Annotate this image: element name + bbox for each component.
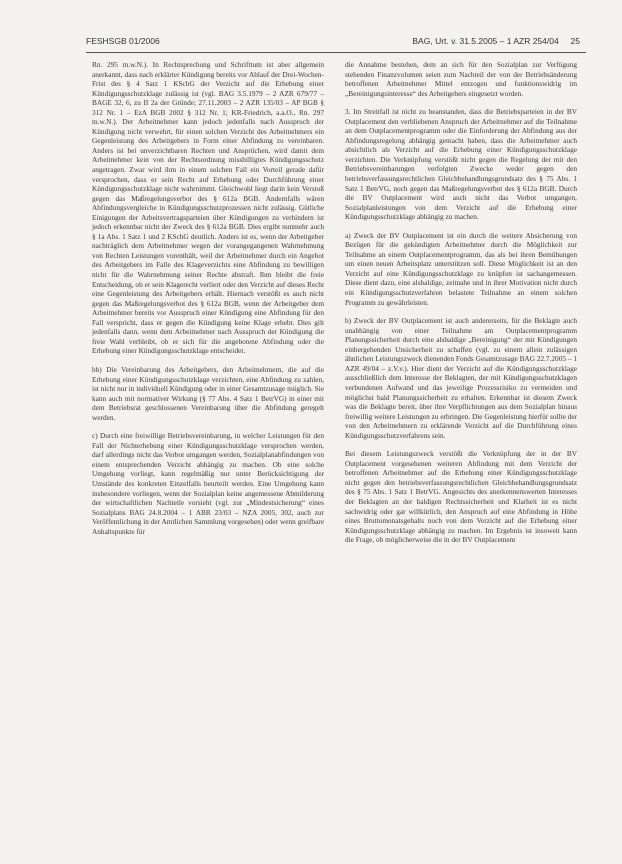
paragraph: c) Durch eine freiwillige Betriebsvereinbarung, in welcher Leistungen für den Fall der Nichterhebung einer Kündigungsschutzklage versprochen werden, darf allerdings nicht das Verbot umgangen werden, Sozialplanabfindungen von einem entsprechenden Verzicht abhängig zu machen. Ob eine solche Umgehung vorliegt, kann regelmäßig nur unter Berücksichtigung der Umstände des konkreten Einzelfalls beurteilt werden. Eine Umgehung kann insbesondere vorliegen, wenn der Sozialplan keine angemessene Abmilderung der wirtschaftlichen Nachteile vorsieht (vgl. zur „Mindestsicherung“ eines Sozialplans BAG 24.8.2004 – 1 ABR 23/03 – NZA 2005, 302, auch zur Veröffentlichung in der Amtlichen Sammlung vorgesehen) oder wenn greifbare Anhaltspunkte für xyxy=(92,431,324,536)
paragraph: Rn. 295 m.w.N.). In Rechtsprechung und Schrifttum ist aber allgemein anerkannt, dass nach erklärter Kündigung bereits vor Ablauf der Drei-Wochen-Frist des § 4 Satz 1 KSchG der Verzicht auf die Erhebung einer Kündigungsschutzklage zulässig ist (vgl. BAG 3.5.1979 – 2 AZR 679/77 – BAGE 32, 6, zu II 2a der Gründe; 27.11.2003 – 2 AZR 135/03 – AP BGB § 312 Nr. 1 – EzA BGB 2002 § 312 Nr. 1; KR-Friedrich, a.a.O., Rn. 297 m.w.N.). Der Arbeitnehmer kann jedoch jedenfalls nach Ausspruch der Kündigung nicht verwehrt, für einen solchen Verzicht des Arbeitnehmers ein Gegenleistung des Arbeitgebers in Form einer Abfindung zu vereinbaren. Anders ist bei unverzichtbaren Rechten und Ansprüchen, wird damit dem Arbeitnehmer kein von der Rechtsordnung missbilligtes Kündigungsschutz angetragen. Zwar wird ihm in einem solchen Fall ein Vorteil gerade dafür versprochen, dass er sein Recht auf Erhebung oder Durchführung einer Kündigungsschutzklage nicht wahrnimmt. Gleichwohl liegt darin kein Verstoß gegen das Maßregelungsverbot des § 612a BGB. Andernfalls wären Abfindungsvergleiche in Kündigungsschutzprozessen nicht zulässig. Gütliche Einigungen der Arbeitsvertragsparteien über Kündigungen zu verhindern ist jedoch erkennbar nicht der Zweck des § 612a BGB. Dies ergibt nunmehr auch § 1a Abs. 1 Satz 1 und 2 KSchG deutlich. Anders ist es, wenn der Arbeitgeber nachträglich dem Arbeitnehmer wegen der vorangegangenen Wahrnehmung von Rechten Leistungen vorenthält, weil der Arbeitnehmer durch ein Angebot des Arbeitgebers im Falle des Klageverzichts eine Abfindung zu bewilligen nicht für die Wahrnehmung seiner Rechte abstraft. Ihm bleibt die freie Entscheidung, ob er sein Klagerecht verliert oder den Verzicht auf dieses Recht eine Gegenleistung des Arbeitgebers erhält. Hiernach verstößt es auch nicht gegen das Maßregelungsverbot des § 612a BGB, wenn der Arbeitgeber dem Arbeitnehmer bereits vor Ausspruch einer Kündigung eine Abfindung für den Fall verspricht, dass er gegen die Kündigung keine Klage erhebt. Dies gilt jedenfalls dann, wenn dem Arbeitnehmer nach Ausspruch der Kündigung die freie Wahl verbleibt, ob er sich für die angebotene Abfindung oder die Erhebung einer Kündigungsschutzklage entscheidet. xyxy=(92,60,324,356)
paragraph: b) Zweck der BV Outplacement ist auch andererseits, für die Beklagte auch unabhängig von einer Teilnahme am Outplacementprogramm Planungssicherheit durch eine alsbaldige „Bereinigung“ der mit Kündigungen einhergehenden Unsicherheit zu schaffen (vgl. zu einem allein zulässigen ähnlichen Leistungszweck dienenden Fonds Gesamtzusage BAG 22.7.2005 – 1 AZR 49/04 – z.V.v.). Hier dient der Verzicht auf die Kündigungsschutzklage ausschließlich dem Interesse der Beklagten, der mit Kündigungsschutzklagen verbundenen Aufwand und das jeweilige Prozessrisiko zu vermeiden und möglichst bald Planungssicherheit zu erhalten. Erkennbar ist diesem Zweck was die Beklagte bereit, über ihre Verpflichtungen aus dem Sozialplan hinaus freiwillig weitere Leistungen zu erbringen. Die Gegenleistung hierfür sollte der von den Arbeitnehmern zu erklärende Verzicht auf die Durchführung eines Kündigungsschutzverfahrens sein. xyxy=(345,316,577,440)
paragraph: a) Zweck der BV Outplacement ist ein durch die weitere Absicherung von Bezügen für die gekündigten Arbeitnehmer durch die Möglichkeit zur Teilnahme an einem Outplacementprogramm, das als bei ihren Bemühungen um einen neuen Arbeitsplatz unterstützen soll. Diese Möglichkeit ist an den Verzicht auf eine Kündigungsschutzklage zu knüpfen ist sachangemessen. Diese dient dazu, eine alsbaldige, zeitnahe und in ihrer Motivation nicht durch ein Kündigungsschutzverfahren belastete Teilnahme an einem solchen Programm zu gewährleisten. xyxy=(345,230,577,307)
right-column xyxy=(345,60,577,840)
header-citation-and-page xyxy=(412,36,580,46)
case-citation: BAG, Urt. v. 31.5.2005 – 1 AZR 254/04 xyxy=(412,36,559,46)
journal-name: FESHSGB 01/2006 xyxy=(86,36,160,46)
page-number: 25 xyxy=(570,36,580,46)
paragraph: Bei diesem Leistungszweck verstößt die Verknüpfung der in der BV Outplacement vorgesehenen weiteren Abfindung mit dem Verzicht der betroffenen Arbeitnehmer auf die Erhebung einer Kündigungsschutzklage nicht gegen den betriebsverfassungsrechtlichen Gleichbehandlungsgrundsatz des § 75 Abs. 1 Satz 1 BetrVG. Angesichts des anerkennenswerten Interesses der Beklagten an der baldigen Rechtssicherheit und Klarheit ist es nicht sachwidrig oder gar willkürlich, den Anspruch auf eine Abfindung in Höhe eines Bruttomonatsgehalts noch von dem Verzicht auf die Erhebung einer Kündigungsschutzklage abhängig zu machen. Im Ergebnis ist insoweit kann die Frage, ob möglicherweise die in der BV Outplacement xyxy=(345,449,577,545)
paragraph: 3. Im Streitfall ist nicht zu beanstanden, dass die Betriebsparteien in der BV Outplacement den verbliebenen Anspruch der Arbeitnehmer auf die Teilnahme an dem Outplacementprogramm oder die Einforderung der Abfindung aus der Abfindungsregelung abhängig gemacht haben, dass die Arbeitnehmer auch absichtlich als Verzicht auf die Erhebung einer Kündigungsschutzklage verzichten. Die Verknüpfung verstößt nicht gegen die Regelung der mit den Betriebsvereinbarungen verfolgten Zwecke weder gegen den betriebsverfassungsrechtlichen Gleichbehandlungsgrundsatz des § 75 Abs. 1 Satz 1 BetrVG, noch gegen das Maßregelungsverbot des § 612a BGB. Durch die BV Outplacement wird auch nicht das Verbot umgangen, Sozialplanleistungen von dem Verzicht auf die Erhebung einer Kündigungsschutzklage abhängig zu machen. xyxy=(345,107,577,222)
paragraph: die Annahme bestehen, dem an sich für den Sozialplan zur Verfügung stehenden Finanzvolumen seien zum Nachteil der von der Betriebsänderung betroffenen Arbeitnehmer Mittel entzogen und funktionswidrig im „Bereinigungsinteresse“ des Arbeitgebers eingesetzt worden. xyxy=(345,60,577,98)
paragraph: bb) Die Vereinbarung des Arbeitgebers, den Arbeitnehmern, die auf die Erhebung einer Kündigungsschutzklage verzichten, eine Abfindung zu zahlen, ist nicht nur in individuell Kündigung oder in einer Gesamtzusage möglich. Sie kann auch mit normativer Wirkung (§ 77 Abs. 4 Satz 1 BetrVG) in einer mit dem Betriebsrat geschlossenen Vereinbarung über die Abfindung geregelt werden. xyxy=(92,364,324,422)
running-header xyxy=(86,36,586,52)
left-column xyxy=(92,60,324,840)
header-rule xyxy=(86,52,586,53)
